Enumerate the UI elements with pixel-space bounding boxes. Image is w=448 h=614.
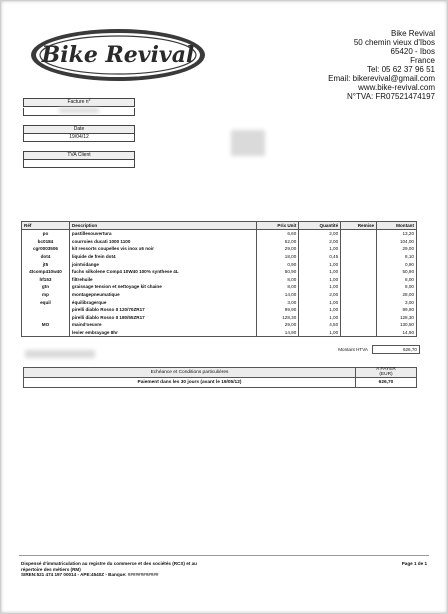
cell-qty: 1,00 xyxy=(299,329,341,337)
cell-disc xyxy=(341,306,377,314)
company-name: Bike Revival xyxy=(390,29,435,38)
column-header: Réf xyxy=(22,222,70,230)
table-row xyxy=(22,306,417,314)
column-header: Quantité xyxy=(299,222,341,230)
cell-pu: 52,00 xyxy=(257,238,299,246)
cell-disc xyxy=(341,329,377,337)
cell-qty: 0,45 xyxy=(299,253,341,261)
table-row xyxy=(22,230,417,238)
table-row xyxy=(22,268,417,276)
cell-ref: po xyxy=(22,230,70,238)
invoice-number-field xyxy=(23,98,135,116)
cell-disc xyxy=(341,321,377,329)
vat-client-field xyxy=(23,151,135,168)
cell-pu: 8,00 xyxy=(257,283,299,291)
cell-pu: 6,60 xyxy=(257,230,299,238)
cell-disc xyxy=(341,253,377,261)
cell-ref: gtn xyxy=(22,283,70,291)
cell-ref: mp xyxy=(22,291,70,299)
cell-pu: 14,00 xyxy=(257,291,299,299)
total-ht xyxy=(328,345,420,354)
cell-ref: cgr0003506 xyxy=(22,245,70,253)
vat-client-value xyxy=(23,160,135,168)
cell-ref xyxy=(22,329,70,337)
date-value: 19/04/12 xyxy=(23,134,135,142)
company-country: France xyxy=(410,56,435,65)
date-field xyxy=(23,125,135,142)
cell-amt: 28,00 xyxy=(377,291,417,299)
column-header: Description xyxy=(69,222,257,230)
company-address: 50 chemin vieux d'Ibos xyxy=(353,38,435,47)
cell-desc: pirelli diablo Rosso II 120/70ZR17 xyxy=(69,306,257,314)
vat-client-label: TVA Client xyxy=(23,151,135,160)
table-row xyxy=(22,329,417,337)
cell-desc: montagepneumatique xyxy=(69,291,257,299)
cell-disc xyxy=(341,238,377,246)
cell-pu: 99,90 xyxy=(257,306,299,314)
cell-desc: courroies ducati 1000 1100 xyxy=(69,238,257,246)
cell-qty: 1,00 xyxy=(299,268,341,276)
table-row xyxy=(22,321,417,329)
company-info xyxy=(328,29,435,101)
cell-ref: dot4 xyxy=(22,253,70,261)
cell-desc: filtrehuile xyxy=(69,276,257,284)
redacted-client-address xyxy=(231,130,265,156)
cell-pu: 128,30 xyxy=(257,314,299,322)
column-header: Remise xyxy=(341,222,377,230)
company-vat: N°TVA: FR07521474197 xyxy=(347,92,435,101)
cell-pu: 3,00 xyxy=(257,298,299,306)
table-row xyxy=(22,314,417,322)
table-header-row xyxy=(22,222,417,230)
cell-amt: 3,00 xyxy=(377,298,417,306)
cell-amt: 130,50 xyxy=(377,321,417,329)
page-number: Page 1 de 1 xyxy=(401,561,427,566)
cell-pu: 50,90 xyxy=(257,268,299,276)
logo-text: Bike Revival xyxy=(41,42,195,68)
cell-disc xyxy=(341,230,377,238)
cell-pu: 0,90 xyxy=(257,260,299,268)
cell-pu: 14,90 xyxy=(257,329,299,337)
cell-ref: hf153 xyxy=(22,276,70,284)
cell-desc: pastillesouvertura xyxy=(69,230,257,238)
cell-qty: 1,00 xyxy=(299,298,341,306)
company-email: Email: bikerevival@gmail.com xyxy=(328,74,435,83)
terms-header: Echéance et Conditions particulières xyxy=(23,367,356,378)
invoice-number-label: Facture n° xyxy=(23,98,135,107)
cell-amt: 104,00 xyxy=(377,238,417,246)
cell-qty: 1,00 xyxy=(299,245,341,253)
cell-ref: jt5 xyxy=(22,260,70,268)
column-header: Prix Unit xyxy=(257,222,299,230)
table-row xyxy=(22,260,417,268)
table-row xyxy=(22,238,417,246)
cell-disc xyxy=(341,314,377,322)
table-row xyxy=(22,245,417,253)
cell-amt: 8,10 xyxy=(377,253,417,261)
cell-desc: kit ressorts coupelles vis inox x6 noir xyxy=(69,245,257,253)
table-row xyxy=(22,291,417,299)
cell-amt: 29,00 xyxy=(377,245,417,253)
cell-disc xyxy=(341,245,377,253)
cell-qty: 1,00 xyxy=(299,260,341,268)
cell-ref xyxy=(22,306,70,314)
cell-qty: 1,00 xyxy=(299,314,341,322)
cell-pu: 29,00 xyxy=(257,321,299,329)
cell-disc xyxy=(341,291,377,299)
cell-ref: 4tcomp410w40 xyxy=(22,268,70,276)
cell-qty: 2,00 xyxy=(299,238,341,246)
cell-desc: graissage tension et nettoyage kit chaine xyxy=(69,283,257,291)
date-label: Date xyxy=(23,125,135,134)
table-row xyxy=(22,298,417,306)
cell-disc xyxy=(341,260,377,268)
cell-amt: 8,00 xyxy=(377,276,417,284)
items-table xyxy=(21,221,417,337)
company-phone: Tel: 05 62 37 96 51 xyxy=(366,65,435,74)
payment-terms xyxy=(23,367,417,388)
cell-pu: 8,00 xyxy=(257,276,299,284)
payment-text: Paiement dans les 30 jours (avant le 19/05/12) xyxy=(23,378,356,388)
cell-disc xyxy=(341,276,377,284)
cell-amt: 14,90 xyxy=(377,329,417,337)
cell-ref: bc0184 xyxy=(22,238,70,246)
cell-disc xyxy=(341,298,377,306)
cell-desc: jointvidange xyxy=(69,260,257,268)
cell-qty: 1,00 xyxy=(299,276,341,284)
cell-amt: 13,20 xyxy=(377,230,417,238)
cell-desc: levier embrayage 8hr xyxy=(69,329,257,337)
cell-desc: fuchs silkolene Comp4 10W40 100% synthese 4L xyxy=(69,268,257,276)
cell-disc xyxy=(341,283,377,291)
cell-desc: maind'oeuvre xyxy=(69,321,257,329)
cell-qty: 2,00 xyxy=(299,230,341,238)
company-city: 65420 - Ibos xyxy=(390,47,435,56)
cell-ref: MO xyxy=(22,321,70,329)
cell-amt: 8,00 xyxy=(377,283,417,291)
cell-pu: 29,00 xyxy=(257,245,299,253)
total-label: Montant HTVA xyxy=(338,347,368,352)
cell-amt: 99,90 xyxy=(377,306,417,314)
table-row xyxy=(22,276,417,284)
company-logo xyxy=(29,27,207,83)
column-header: Montant xyxy=(377,222,417,230)
cell-desc: pirelli diablo Rosso II 180/55ZR17 xyxy=(69,314,257,322)
pay-header: A PAYER (EUR) xyxy=(356,367,417,378)
cell-ref xyxy=(22,314,70,322)
cell-pu: 18,00 xyxy=(257,253,299,261)
cell-desc: équilibragerque xyxy=(69,298,257,306)
cell-qty: 2,00 xyxy=(299,291,341,299)
cell-qty: 4,50 xyxy=(299,321,341,329)
cell-qty: 1,00 xyxy=(299,306,341,314)
table-row xyxy=(22,283,417,291)
table-row xyxy=(22,253,417,261)
footer-legal: Dispensé d'immatriculation au registre du commerce et des sociétés (RCS) et au répertoire des métiers (RM) SIREN:521 474 197 00014 - APE:4540Z - Banque: ############ xyxy=(21,561,197,578)
cell-desc: liquide de frein dot4 xyxy=(69,253,257,261)
cell-amt: 50,90 xyxy=(377,268,417,276)
cell-amt: 0,90 xyxy=(377,260,417,268)
total-value: 626,70 xyxy=(372,345,420,354)
company-website: www.bike-revival.com xyxy=(358,83,435,92)
cell-ref: equil xyxy=(22,298,70,306)
redacted-note xyxy=(25,350,95,358)
invoice-number-value xyxy=(23,108,135,116)
cell-qty: 1,00 xyxy=(299,283,341,291)
cell-disc xyxy=(341,268,377,276)
pay-value: 626,70 xyxy=(356,378,417,388)
footer-divider xyxy=(19,555,429,556)
cell-amt: 128,30 xyxy=(377,314,417,322)
